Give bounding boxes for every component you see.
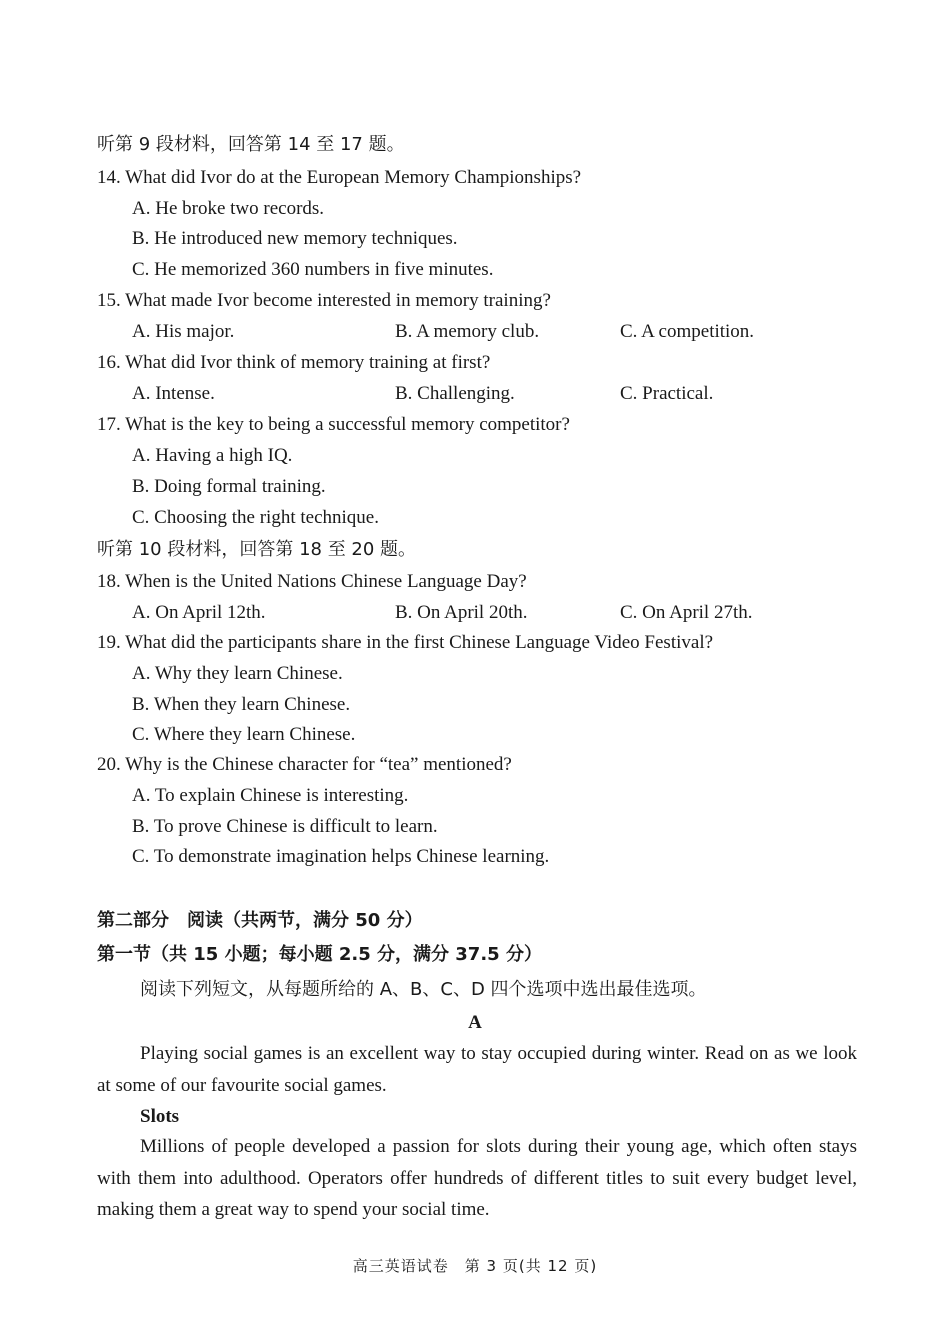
q17-option-a: A. Having a high IQ. [132, 445, 293, 466]
question-15: 15. What made Ivor become interested in memory training? [97, 290, 551, 311]
q18-option-b: B. On April 20th. [395, 602, 528, 623]
question-17: 17. What is the key to being a successful memory competitor? [97, 414, 570, 435]
q14-option-b: B. He introduced new memory techniques. [132, 228, 458, 249]
question-19: 19. What did the participants share in the first Chinese Language Video Festival? [97, 632, 714, 653]
q18-option-a: A. On April 12th. [132, 602, 266, 623]
part2-section1-title: 第一节（共 15 小题；每小题 2.5 分，满分 37.5 分） [97, 944, 542, 965]
q15-option-a: A. His major. [132, 321, 235, 342]
question-14: 14. What did Ivor do at the European Memory Championships? [97, 167, 582, 188]
q16-option-c: C. Practical. [620, 383, 714, 404]
q20-option-a: A. To explain Chinese is interesting. [132, 785, 409, 806]
part2-instruction: 阅读下列短文，从每题所给的 A、B、C、D 四个选项中选出最佳选项。 [140, 979, 707, 1000]
q14-option-c: C. He memorized 360 numbers in five minutes. [132, 259, 494, 280]
q20-option-b: B. To prove Chinese is difficult to learn. [132, 816, 438, 837]
part2-title: 第二部分 阅读（共两节，满分 50 分） [97, 910, 423, 931]
q17-option-c: C. Choosing the right technique. [132, 507, 379, 528]
q20-option-c: C. To demonstrate imagination helps Chinese learning. [132, 846, 550, 867]
question-18: 18. When is the United Nations Chinese Language Day? [97, 571, 527, 592]
q19-option-c: C. Where they learn Chinese. [132, 724, 356, 745]
slots-heading: Slots [140, 1106, 180, 1127]
q15-option-b: B. A memory club. [395, 321, 540, 342]
q19-option-b: B. When they learn Chinese. [132, 694, 351, 715]
q16-option-a: A. Intense. [132, 383, 215, 404]
q19-option-a: A. Why they learn Chinese. [132, 663, 343, 684]
page-footer: 高三英语试卷 第 3 页(共 12 页) [352, 1257, 598, 1275]
q16-option-b: B. Challenging. [395, 383, 515, 404]
q14-option-a: A. He broke two records. [132, 198, 325, 219]
q17-option-b: B. Doing formal training. [132, 476, 326, 497]
q15-option-c: C. A competition. [620, 321, 755, 342]
section10-header: 听第 10 段材料，回答第 18 至 20 题。 [97, 539, 417, 560]
slots-paragraph: Millions of people developed a passion for slots during their young age, which often stays with them into adulthood. Operators offer hundreds of different titles to suit every budget level, making them a great way to spend your social time. [97, 1136, 857, 1220]
question-20: 20. Why is the Chinese character for “tea” mentioned? [97, 754, 512, 775]
passage-label: A [468, 1012, 482, 1033]
passage-intro: Playing social games is an excellent way to stay occupied during winter. Read on as we look at some of our favourite social games. [97, 1043, 857, 1096]
q18-option-c: C. On April 27th. [620, 602, 753, 623]
question-16: 16. What did Ivor think of memory training at first? [97, 352, 491, 373]
section9-header: 听第 9 段材料，回答第 14 至 17 题。 [97, 134, 405, 155]
